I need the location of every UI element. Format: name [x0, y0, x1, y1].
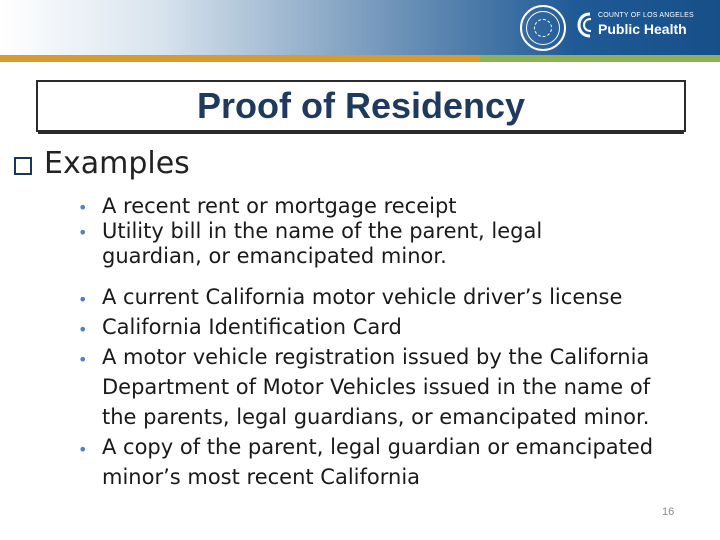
list-group-b	[78, 282, 678, 492]
section-label: Examples	[44, 146, 190, 181]
bullet-icon: •	[78, 350, 88, 369]
bullet-icon: •	[78, 320, 88, 339]
list-item	[78, 342, 678, 432]
bullet-icon: •	[78, 223, 88, 242]
list-item	[78, 432, 678, 492]
list-item	[78, 312, 678, 342]
county-seal-icon	[520, 5, 566, 51]
accent-stripe	[0, 55, 720, 62]
list-item-text: A copy of the parent, legal guardian or emancipated minor’s most recent California	[102, 435, 654, 489]
accent-stripe-green	[480, 55, 720, 62]
public-health-logo-icon	[576, 11, 594, 39]
logo-org-big: Public Health	[598, 21, 687, 37]
list-item	[78, 219, 638, 269]
list-item-text: A motor vehicle registration issued by the California Department of Motor Vehicles issued in the name of the parents, legal guardians, or emancipated minor.	[102, 345, 651, 429]
logo-org-small: COUNTY OF LOS ANGELES	[598, 12, 694, 19]
list-item-text: California Identification Card	[102, 315, 402, 339]
list-item-text: Utility bill in the name of the parent, legal guardian, or emancipated minor.	[102, 219, 543, 268]
title-box	[36, 80, 686, 132]
page-number: 16	[662, 506, 675, 518]
slide-title: Proof of Residency	[196, 85, 526, 126]
bullet-icon: •	[78, 198, 88, 217]
list-item	[78, 194, 638, 219]
list-item	[78, 282, 678, 312]
list-group-a	[78, 194, 638, 269]
bullet-icon: •	[78, 290, 88, 309]
list-item-text: A current California motor vehicle driver’s license	[102, 285, 623, 309]
bullet-icon: •	[78, 440, 88, 459]
list-item-text: A recent rent or mortgage receipt	[102, 194, 457, 218]
public-health-logo	[576, 9, 716, 49]
section-heading	[14, 146, 190, 181]
checkbox-icon	[14, 157, 32, 175]
accent-stripe-orange	[0, 55, 480, 62]
